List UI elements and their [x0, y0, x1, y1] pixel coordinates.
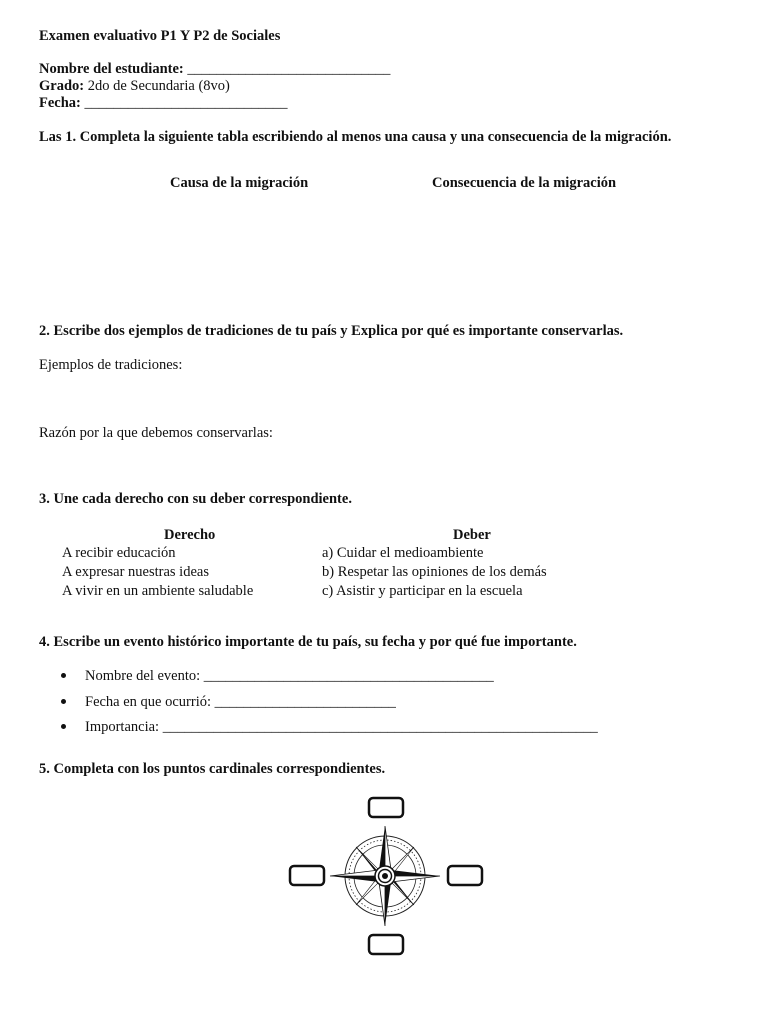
student-name-blank[interactable]: ____________________________: [187, 61, 391, 77]
q3-right-item: A expresar nuestras ideas: [62, 564, 209, 580]
compass-diagram: [287, 793, 487, 961]
q5-prompt: 5. Completa con los puntos cardinales correspondientes.: [39, 761, 386, 777]
bullet-icon: [61, 673, 66, 678]
q3-right-item: A vivir en un ambiente saludable: [62, 583, 254, 599]
grade-line: [39, 77, 230, 95]
south-answer-box[interactable]: [369, 935, 403, 954]
q3-right-item: A recibir educación: [62, 545, 176, 561]
compass-rose-icon: [330, 826, 440, 926]
q4-importance-field[interactable]: Importancia: ____________________________________________________________: [85, 719, 598, 735]
q3-duties-header: Deber: [453, 527, 491, 543]
q3-duty-item: b) Respetar las opiniones de los demás: [322, 564, 547, 580]
q1-col-consequence: Consecuencia de la migración: [432, 175, 617, 191]
q3-prompt: 3. Une cada derecho con su deber correspondiente.: [39, 491, 352, 507]
q3-duty-item: c) Asistir y participar en la escuela: [322, 583, 523, 599]
q4-event-name-field[interactable]: Nombre del evento: ________________________________________: [85, 668, 494, 684]
date-blank[interactable]: ____________________________: [84, 95, 288, 111]
q1-col-cause: Causa de la migración: [170, 175, 309, 191]
west-answer-box[interactable]: [290, 866, 324, 885]
east-answer-box[interactable]: [448, 866, 482, 885]
q4-event-date-field[interactable]: Fecha en que ocurrió: _________________________: [85, 694, 396, 710]
student-name-field[interactable]: [39, 60, 390, 78]
grade-label: Grado:: [39, 78, 85, 94]
student-name-label: Nombre del estudiante:: [39, 61, 184, 77]
date-field[interactable]: [39, 94, 288, 112]
bullet-icon: [61, 724, 66, 729]
grade-value: 2do de Secundaria (8vo): [87, 78, 230, 94]
date-label: Fecha:: [39, 95, 81, 111]
exam-title: Examen evaluativo P1 Y P2 de Sociales: [39, 28, 281, 44]
q2-examples-label: Ejemplos de tradiciones:: [39, 357, 183, 373]
north-answer-box[interactable]: [369, 798, 403, 817]
q2-prompt: 2. Escribe dos ejemplos de tradiciones de tu país y Explica por qué es importante conservarlas.: [39, 323, 624, 339]
bullet-icon: [61, 699, 66, 704]
q3-duty-item: a) Cuidar el medioambiente: [322, 545, 484, 561]
q2-reason-label: Razón por la que debemos conservarlas:: [39, 425, 273, 441]
q4-prompt: 4. Escribe un evento histórico importante de tu país, su fecha y por qué fue importante.: [39, 634, 577, 650]
q3-rights-header: Derecho: [164, 527, 216, 543]
q1-prompt: Las 1. Completa la siguiente tabla escribiendo al menos una causa y una consecuencia de la migración.: [39, 129, 672, 145]
